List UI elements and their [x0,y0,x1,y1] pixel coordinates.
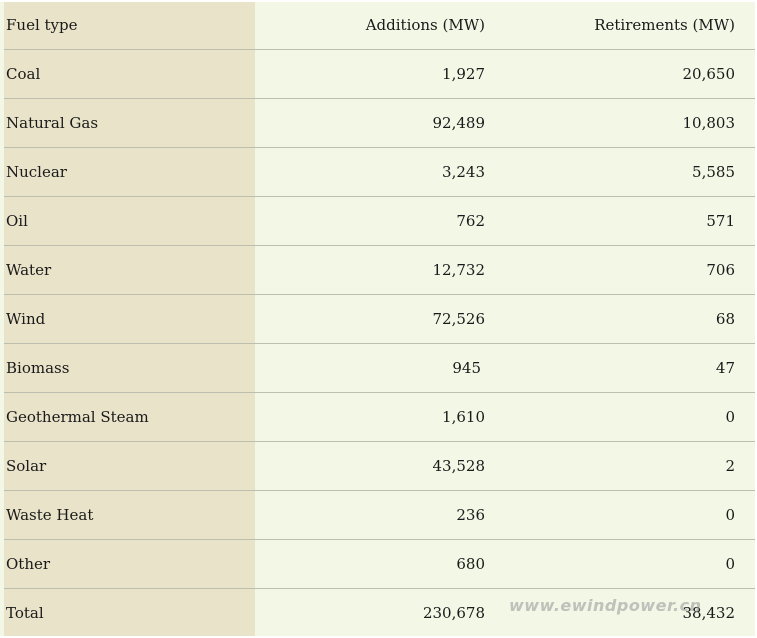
additions-cell: 92,489 [432,114,485,132]
table-row [4,51,755,99]
table-row [4,198,755,246]
table-row [4,345,755,393]
total-additions-cell: 230,678 [422,604,485,622]
additions-cell: 72,526 [432,310,485,328]
row-divider [4,392,755,393]
retirements-cell: 706 [706,261,735,279]
retirements-cell: 0 [725,555,735,573]
fuel-capacity-table [0,2,755,636]
row-divider [4,588,755,589]
fuel-type-cell: Coal [6,65,41,83]
fuel-type-cell: Geothermal Steam [6,408,149,426]
retirements-cell: 571 [706,212,735,230]
additions-cell: 12,732 [432,261,485,279]
row-divider [4,294,755,295]
row-divider [4,49,755,50]
additions-cell: 3,243 [442,163,485,181]
retirements-cell: 5,585 [692,163,735,181]
retirements-cell: 68 [715,310,735,328]
fuel-type-cell: Oil [6,212,28,230]
fuel-type-cell: Solar [6,457,47,475]
table-row [4,492,755,540]
additions-cell: 1,927 [442,65,485,83]
header-additions: Additions (MW) [365,16,485,34]
fuel-type-cell: Nuclear [6,163,67,181]
fuel-type-cell: Water [6,261,52,279]
table-row [4,100,755,148]
row-divider [4,147,755,148]
additions-cell: 762 [456,212,485,230]
retirements-cell: 2 [725,457,735,475]
fuel-type-cell: Biomass [6,359,70,377]
row-divider [4,539,755,540]
fuel-type-cell: Other [6,555,51,573]
row-divider [4,441,755,442]
fuel-type-cell: Waste Heat [6,506,94,524]
row-divider [4,245,755,246]
retirements-cell: 10,803 [682,114,735,132]
table-row [4,149,755,197]
row-divider [4,490,755,491]
watermark: www.ewindpower.cn [509,596,702,615]
table-row [4,443,755,491]
row-divider [4,196,755,197]
row-divider [4,98,755,99]
total-label-cell: Total [6,604,44,622]
additions-cell: 43,528 [432,457,485,475]
retirements-cell: 47 [715,359,735,377]
total-retirements-cell: 38,432 [682,604,735,622]
retirements-cell: 0 [725,506,735,524]
additions-cell: 236 [456,506,485,524]
table-row [4,541,755,589]
table-row [4,247,755,295]
fuel-type-cell: Wind [6,310,46,328]
additions-cell: 945 [452,359,481,377]
table-row [4,394,755,442]
retirements-cell: 20,650 [682,65,735,83]
header-retirements: Retirements (MW) [594,16,735,34]
header-fuel-type: Fuel type [6,16,78,34]
retirements-cell: 0 [725,408,735,426]
table-row [4,296,755,344]
additions-cell: 680 [456,555,485,573]
row-divider [4,343,755,344]
additions-cell: 1,610 [442,408,485,426]
table-header-row [4,2,755,50]
fuel-type-cell: Natural Gas [6,114,99,132]
